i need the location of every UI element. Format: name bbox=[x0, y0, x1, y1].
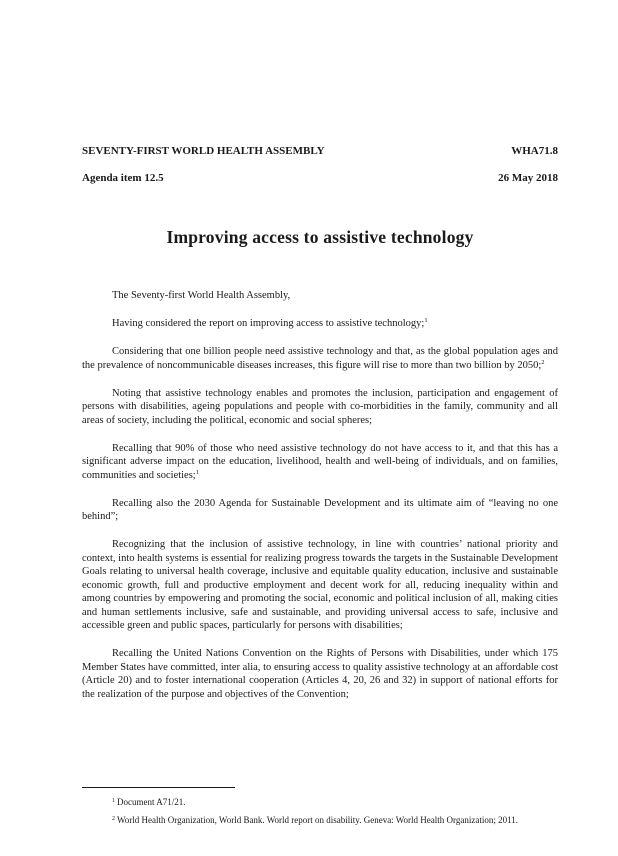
paragraph-preamble bbox=[82, 289, 558, 303]
paragraph-text: The Seventy-first World Health Assembly, bbox=[112, 290, 291, 301]
paragraph-text: Noting that assistive technology enables and promotes the inclusion, participation and engagement of persons with disabilities, ageing populations and people with co-morbidities in the family, community and all areas of society, including the political, economic and social spheres; bbox=[82, 387, 558, 426]
paragraph-recalling-2030-agenda bbox=[82, 497, 558, 524]
paragraph-text: Recalling that 90% of those who need assistive technology do not have access to it, and that this has a significant adverse impact on the education, livelihood, health and well-being of individuals, and on families, communities and societies; bbox=[82, 442, 558, 481]
document-header-row-1 bbox=[82, 145, 558, 158]
paragraph-text: Having considered the report on improving access to assistive technology; bbox=[112, 318, 425, 329]
footnote-number: 2 bbox=[112, 816, 115, 822]
paragraph-text: Considering that one billion people need assistive technology and that, as the global population ages and the prevalence of noncommunicable diseases increases, this figure will rise to more than two billion by 2050; bbox=[82, 346, 558, 371]
paragraph-having-considered bbox=[82, 317, 558, 331]
page-title: Improving access to assistive technology bbox=[166, 227, 474, 247]
footnote-2 bbox=[82, 815, 558, 826]
assembly-title: SEVENTY-FIRST WORLD HEALTH ASSEMBLY bbox=[82, 145, 325, 157]
footnote-reference: 2 bbox=[541, 358, 545, 366]
footnote-text: Document A71/21. bbox=[117, 797, 186, 807]
paragraph-noting bbox=[82, 387, 558, 428]
footnote-separator-rule bbox=[82, 787, 235, 788]
paragraph-text: Recalling the United Nations Convention on the Rights of Persons with Disabilities, under which 175 Member States have committed, inter alia, to ensuring access to quality assistive technology at an affordable cost (Article 20) and to foster international cooperation (Articles 4, 20, 26 and 32) in support of national efforts for the realization of the purpose and objectives of the Convention; bbox=[82, 648, 558, 700]
footnote-text: World Health Organization, World Bank. World report on disability. Geneva: World Health Organization; 2011. bbox=[117, 815, 519, 825]
footnote-number: 1 bbox=[112, 798, 115, 804]
document-header-row-2 bbox=[82, 172, 558, 185]
document-date: 26 May 2018 bbox=[498, 172, 558, 184]
footnote-reference: 1 bbox=[424, 317, 428, 324]
footnote-1 bbox=[82, 797, 558, 808]
paragraph-recalling-90 bbox=[82, 442, 558, 483]
document-body bbox=[82, 289, 558, 701]
document-number: WHA71.8 bbox=[511, 145, 558, 157]
paragraph-recognizing bbox=[82, 538, 558, 633]
paragraph-considering bbox=[82, 345, 558, 372]
paragraph-text: Recognizing that the inclusion of assistive technology, in line with countries’ national priority and context, into health systems is essential for realizing progress towards the targets in the Sustainable Development Goals relating to universal health coverage, inclusive and equitable quality education, inclusive and sustainable economic growth, full and productive employment and decent work for all, reducing inequality within and among countries by empowering and promoting the social, economic and political inclusion of all, making cities and human settlements inclusive, safe and sustainable, and providing universal access to safe, inclusive and accessible green and public spaces, particularly for persons with disabilities; bbox=[82, 539, 558, 631]
agenda-item: Agenda item 12.5 bbox=[82, 172, 164, 184]
footnote-reference: 1 bbox=[195, 468, 199, 476]
paragraph-recalling-un-convention bbox=[82, 647, 558, 701]
footnotes-section bbox=[82, 787, 558, 833]
paragraph-text: Recalling also the 2030 Agenda for Sustainable Development and its ultimate aim of “leaving no one behind”; bbox=[82, 497, 558, 522]
